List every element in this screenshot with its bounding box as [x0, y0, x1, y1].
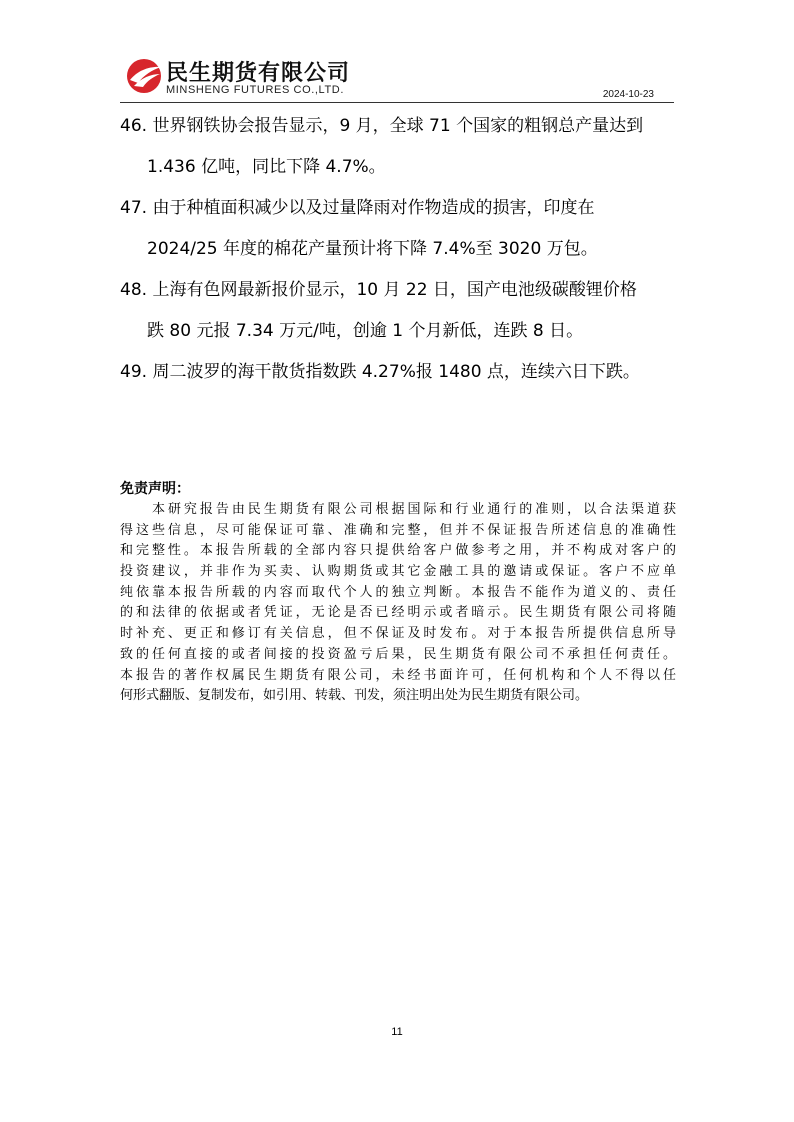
news-item-47	[120, 192, 680, 274]
news-line: 1.436 亿吨，同比下降 4.7%。	[147, 157, 386, 177]
news-item-46	[120, 110, 680, 192]
company-name-cn: 民生期货有限公司	[166, 61, 351, 86]
company-name-en: MINSHENG FUTURES CO.,LTD.	[166, 84, 344, 96]
disclaimer-line: 纯依靠本报告所载的内容而取代个人的独立判断。本报告不能作为道义的、责任	[120, 584, 676, 600]
disclaimer-line: 的和法律的依据或者凭证，无论是否已经明示或者暗示。民生期货有限公司将随	[120, 605, 676, 621]
disclaimer-line: 何形式翻版、复制发布，如引用、转载、刊发，须注明出处为民生期货有限公司。	[120, 688, 589, 704]
header-divider	[120, 102, 674, 103]
page-number: 11	[391, 1026, 403, 1038]
news-line: 48. 上海有色网最新报价显示，10 月 22 日，国产电池级碳酸锂价格	[120, 280, 637, 300]
disclaimer-title: 免责声明：	[120, 481, 190, 497]
report-date: 2024-10-23	[602, 89, 654, 100]
news-item-48	[120, 274, 680, 356]
disclaimer-section	[120, 478, 676, 707]
company-logo-icon	[124, 56, 164, 96]
news-line: 46. 世界钢铁协会报告显示，9 月，全球 71 个国家的粗钢总产量达到	[120, 116, 644, 136]
news-line: 47. 由于种植面积减少以及过量降雨对作物造成的损害，印度在	[120, 198, 595, 218]
page-header	[120, 48, 674, 103]
disclaimer-line: 投资建议，并非作为买卖、认购期货或其它金融工具的邀请或保证。客户不应单	[120, 564, 676, 580]
news-line: 跌 80 元报 7.34 万元/吨，创逾 1 个月新低，连跌 8 日。	[147, 321, 584, 341]
disclaimer-line: 和完整性。本报告所载的全部内容只提供给客户做参考之用，并不构成对客户的	[120, 543, 676, 559]
disclaimer-line: 致的任何直接的或者间接的投资盈亏后果，民生期货有限公司不承担任何责任。	[120, 646, 676, 662]
disclaimer-line: 本报告的著作权属民生期货有限公司，未经书面许可，任何机构和个人不得以任	[120, 667, 676, 683]
news-line: 49. 周二波罗的海干散货指数跌 4.27%报 1480 点，连续六日下跌。	[120, 362, 640, 382]
disclaimer-line: 时补充、更正和修订有关信息，但不保证及时发布。对于本报告所提供信息所导	[120, 626, 676, 642]
news-line: 2024/25 年度的棉花产量预计将下降 7.4%至 3020 万包。	[147, 239, 598, 259]
news-list	[120, 110, 680, 397]
disclaimer-line: 得这些信息，尽可能保证可靠、准确和完整，但并不保证报告所述信息的准确性	[120, 522, 676, 538]
disclaimer-line: 本研究报告由民生期货有限公司根据国际和行业通行的准则，以合法渠道获	[152, 502, 676, 517]
news-item-49	[120, 356, 680, 397]
